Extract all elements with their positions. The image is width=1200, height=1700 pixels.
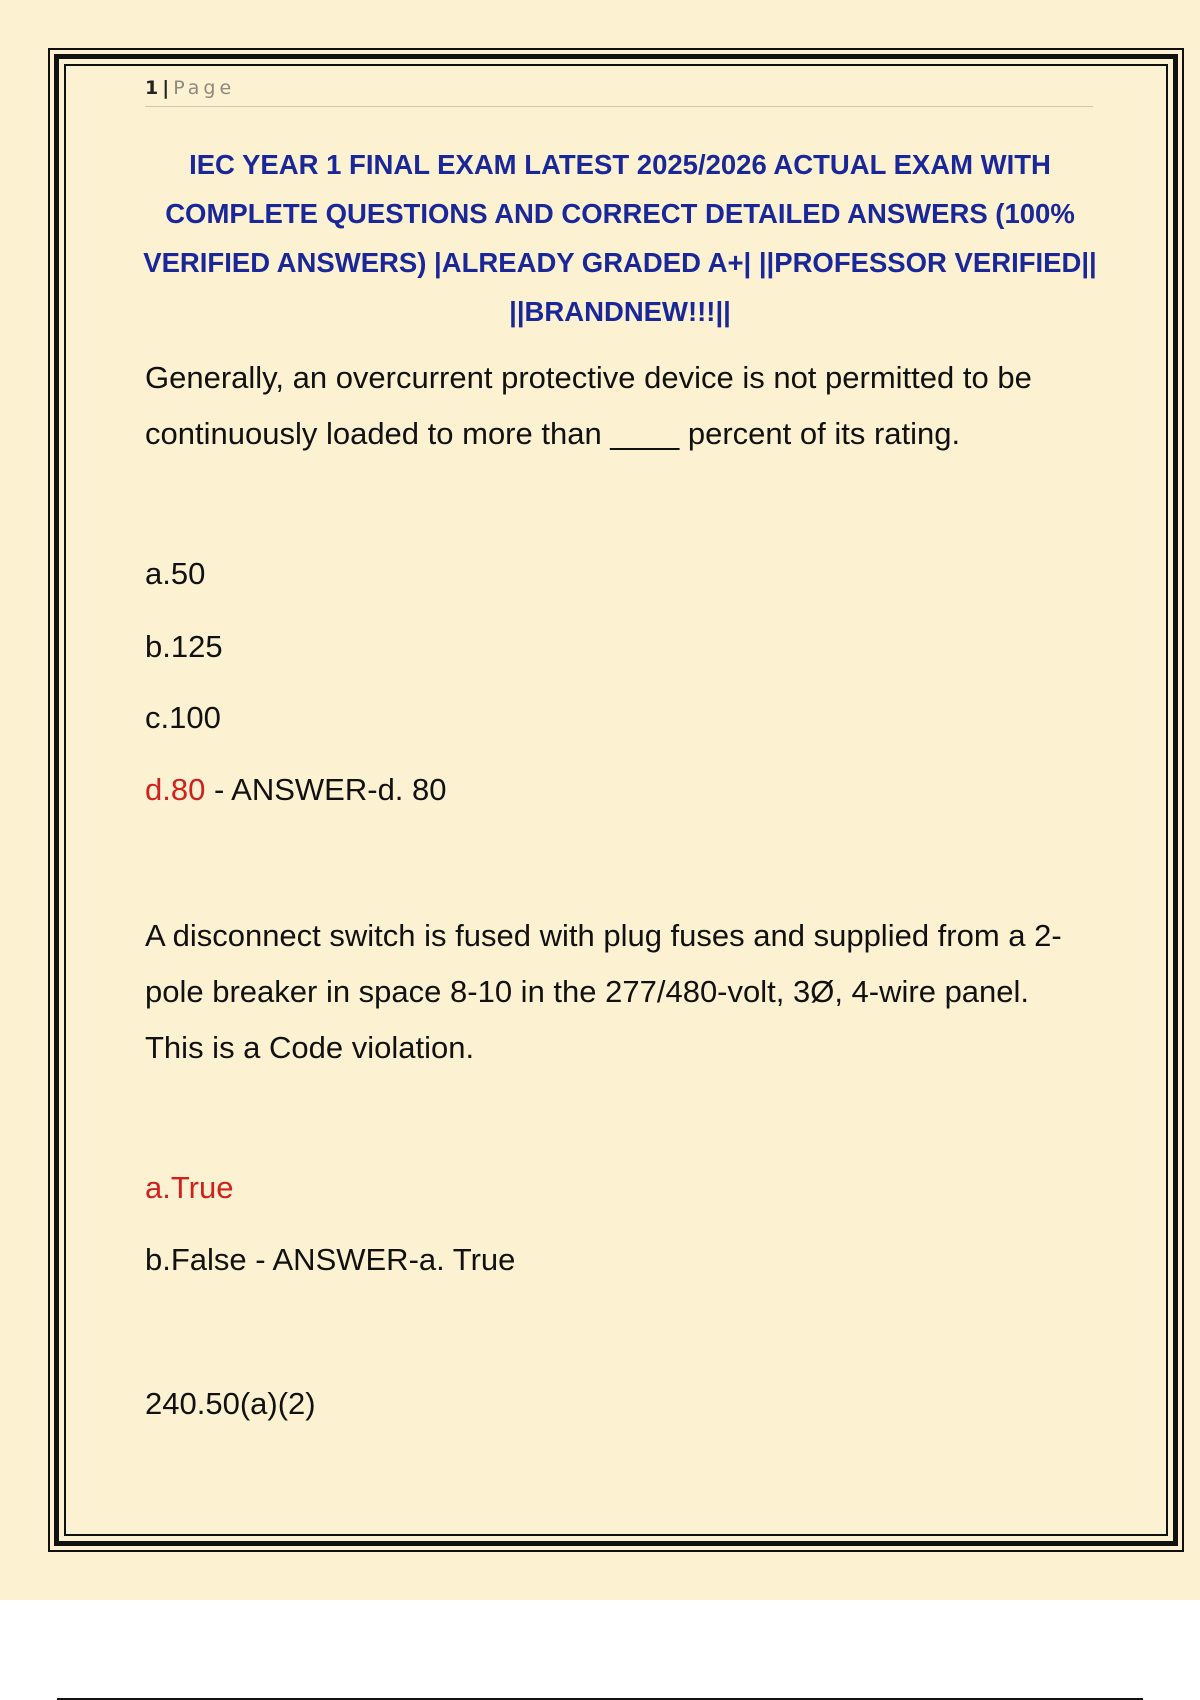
- document-title: IEC YEAR 1 FINAL EXAM LATEST 2025/2026 ACTUAL EXAM WITH COMPLETE QUESTIONS AND CORRECT DETAILED ANSWERS (100% VERIFIED ANSWERS) |ALREADY GRADED A+| ||PROFESSOR VERIFIED|| ||BRANDNEW!!!||: [143, 149, 1097, 327]
- question-2-option-a: [145, 1170, 1095, 1206]
- question-1-option-a: a.50: [145, 556, 206, 591]
- question-2-text: A disconnect switch is fused with plug fuses and supplied from a 2-pole breaker in space 8-10 in the 277/480-volt, 3Ø, 4-wire panel. This is a Code violation.: [145, 918, 1062, 1065]
- question-1-answer: - ANSWER-d. 80: [205, 772, 447, 807]
- question-2-option-b: b.False: [145, 1242, 247, 1277]
- page-label: Page: [173, 77, 236, 99]
- question-1-text: Generally, an overcurrent protective device is not permitted to be continuously loaded to more than ____ percent of its rating.: [145, 360, 1032, 451]
- page-header: [145, 76, 1093, 107]
- question-2-correct-option: a.True: [145, 1170, 234, 1205]
- question-1-option-c: c.100: [145, 700, 221, 735]
- question-2-answer-line: [145, 1242, 1095, 1278]
- header-separator: |: [162, 77, 170, 99]
- question-2-reference: 240.50(a)(2): [145, 1386, 316, 1421]
- question-1-answer-line: [145, 772, 1095, 808]
- question-1-correct-option: d.80: [145, 772, 206, 807]
- page-number: 1: [145, 77, 159, 99]
- question-1-option-b: b.125: [145, 629, 223, 664]
- question-2-answer: - ANSWER-a. True: [246, 1242, 516, 1277]
